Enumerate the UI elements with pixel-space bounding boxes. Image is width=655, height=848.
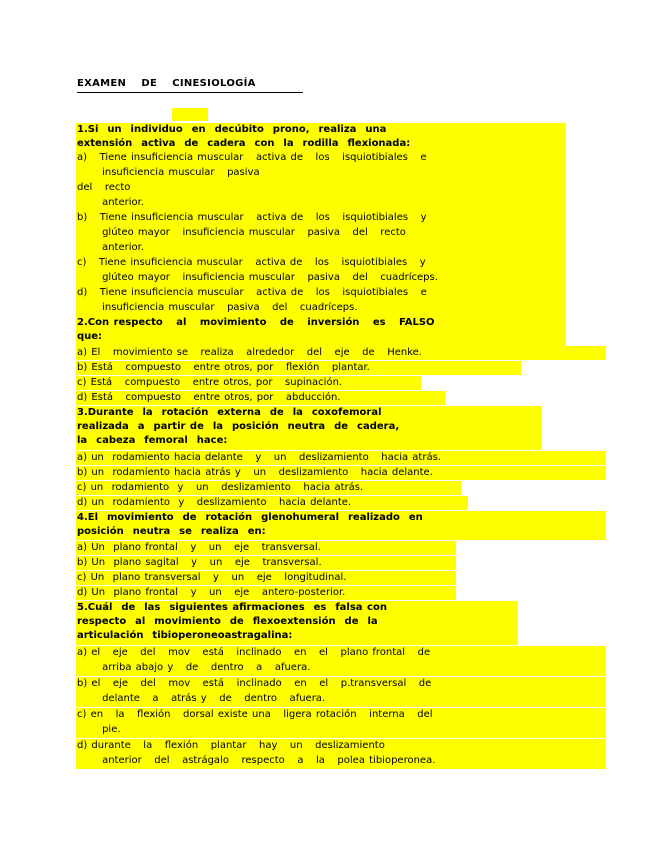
answer-line: anterior del astrágalo respecto a la polea tibioperonea. bbox=[77, 755, 436, 766]
answer-line: a) el eje del mov está inclinado en el plano frontal de bbox=[77, 647, 431, 658]
answer-line: d) durante la flexión plantar hay un deslizamiento bbox=[77, 740, 385, 751]
answer-line: a) Un plano frontal y un eje transversal. bbox=[77, 542, 321, 553]
answer-line: glúteo mayor insuficiencia muscular pasiva del cuadríceps. bbox=[77, 272, 438, 283]
answer-line: anterior. bbox=[77, 242, 144, 253]
answer-line: delante a atrás y de dentro afuera. bbox=[77, 693, 326, 704]
question-3-line: realizada a partir de la posición neutra de cadera, bbox=[77, 421, 400, 432]
question-3-line: 3.Durante la rotación externa de la coxofemoral bbox=[77, 407, 382, 418]
question-5-line: 5.Cuál de las siguientes afirmaciones es falsa con bbox=[77, 602, 387, 613]
answer-line: b) el eje del mov está inclinado en el p.transversal de bbox=[77, 678, 432, 689]
answer-line: d) Tiene insuficiencia muscular activa de los isquiotibiales e bbox=[77, 287, 427, 298]
answer-line: del recto bbox=[77, 182, 131, 193]
answer-line: c) Está compuesto entre otros, por supinación. bbox=[77, 377, 343, 388]
answer-line: c) Tiene insuficiencia muscular activa de los isquiotibiales y bbox=[77, 257, 426, 268]
answer-line: glúteo mayor insuficiencia muscular pasiva del recto bbox=[77, 227, 406, 238]
answer-line: pie. bbox=[77, 724, 121, 735]
question-5-line: articulación tibioperoneoastragalina: bbox=[77, 630, 293, 641]
exam-title: EXAMEN DE CINESIOLOGÍA bbox=[77, 78, 303, 93]
question-2-line: que: bbox=[77, 331, 103, 342]
question-3-line: la cabeza femoral hace: bbox=[77, 435, 228, 446]
question-1-line: extensión activa de cadera con la rodilla flexionada: bbox=[77, 138, 411, 149]
answer-line: a) Tiene insuficiencia muscular activa de los isquiotibiales e bbox=[77, 152, 427, 163]
answer-line: anterior. bbox=[77, 197, 144, 208]
answer-line: b) Tiene insuficiencia muscular activa de los isquiotibiales y bbox=[77, 212, 427, 223]
question-4-line: 4.El movimiento de rotación glenohumeral realizado en bbox=[77, 512, 423, 523]
answer-line: a) un rodamiento hacia delante y un deslizamiento hacia atrás. bbox=[77, 452, 441, 463]
answer-line: a) El movimiento se realiza alrededor del eje de Henke. bbox=[77, 347, 422, 358]
answer-line: insuficiencia muscular pasiva del cuadríceps. bbox=[77, 302, 358, 313]
question-4-line: posición neutra se realiza en: bbox=[77, 526, 266, 537]
question-1-line: 1.Si un individuo en decúbito prono, realiza una bbox=[77, 124, 387, 135]
answer-line: b) un rodamiento hacia atrás y un deslizamiento hacia delante. bbox=[77, 467, 433, 478]
answer-line: d) un rodamiento y deslizamiento hacia delante. bbox=[77, 497, 352, 508]
answer-line: d) Está compuesto entre otros, por abducción. bbox=[77, 392, 341, 403]
question-2-line: 2.Con respecto al movimiento de inversión es FALSO bbox=[77, 317, 435, 328]
answer-line: c) un rodamiento y un deslizamiento hacia atrás. bbox=[77, 482, 364, 493]
question-5-line: respecto al movimiento de flexoextensión de la bbox=[77, 616, 378, 627]
answer-line: arriba abajo y de dentro a afuera. bbox=[77, 662, 311, 673]
answer-line: b) Está compuesto entre otros, por flexión plantar. bbox=[77, 362, 370, 373]
answer-line: d) Un plano frontal y un eje antero-posterior. bbox=[77, 587, 346, 598]
answer-line: insuficiencia muscular pasiva bbox=[77, 167, 260, 178]
answer-line: c) Un plano transversal y un eje longitudinal. bbox=[77, 572, 347, 583]
answer-line: c) en la flexión dorsal existe una ligera rotación interna del bbox=[77, 709, 433, 720]
answer-line: b) Un plano sagital y un eje transversal. bbox=[77, 557, 322, 568]
